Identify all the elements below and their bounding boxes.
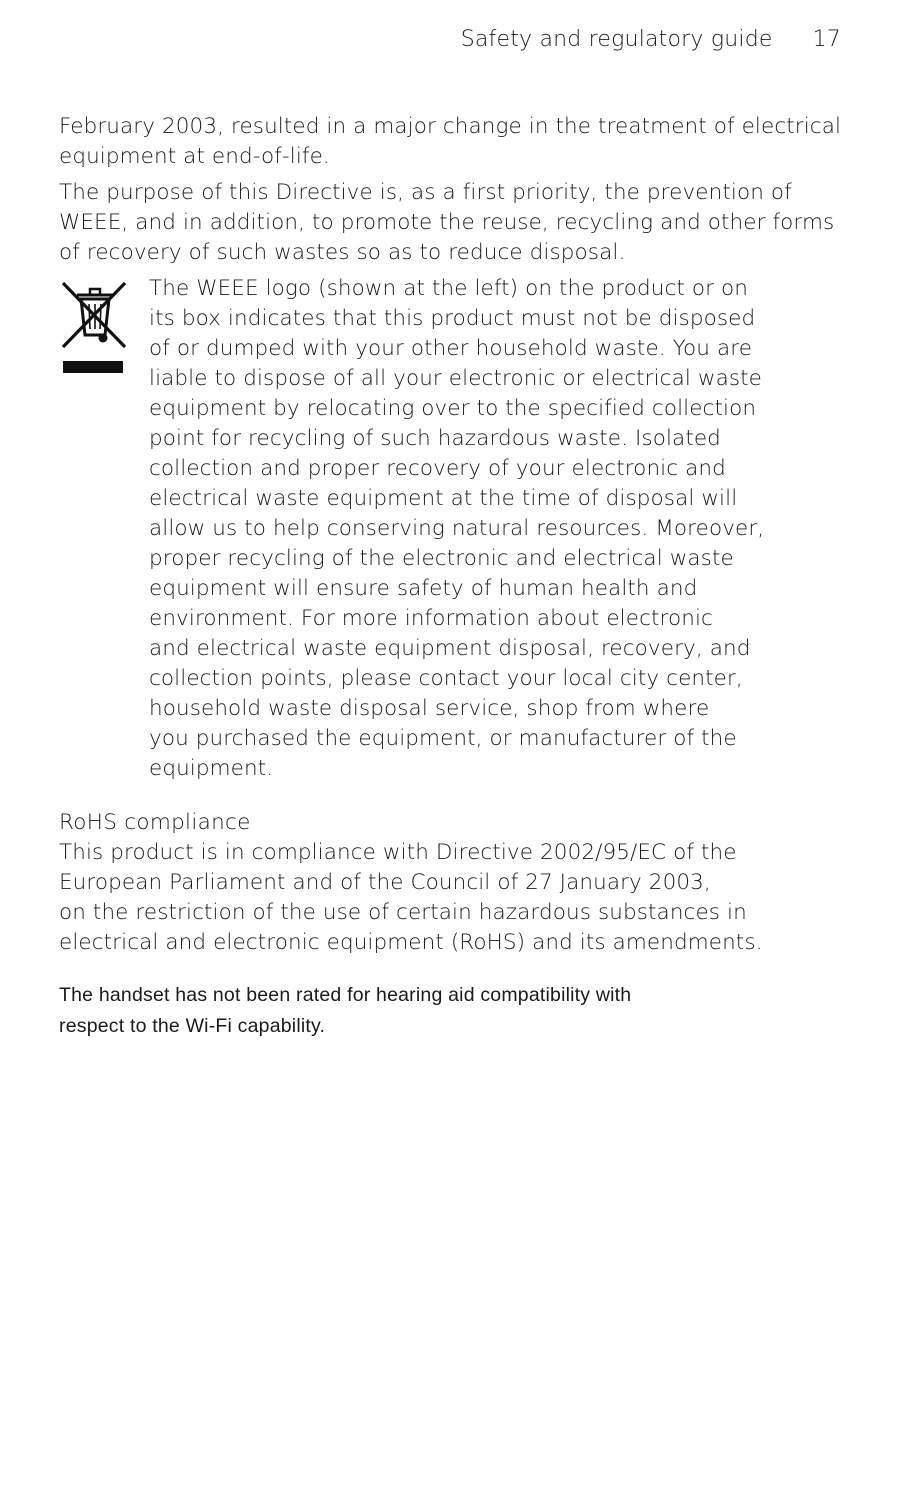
paragraph-directive-purpose: The purpose of this Directive is, as a first priority, the prevention of WEEE, and in addition, to promote the reuse, recycling and other forms of recovery of such wastes so as to reduce disposal. — [59, 180, 835, 265]
weee-section — [59, 274, 859, 784]
paragraph-directive-intro: February 2003, resulted in a major change in the treatment of electrical equipment at end-of-life. — [59, 114, 842, 169]
page-header — [461, 27, 841, 52]
weee-description: The WEEE logo (shown at the left) on the product or on its box indicates that this product must not be disposed of or dumped with your other household waste. You are liable to dispose of all your electronic or electrical waste equipment by relocating over to the specified collection point for recycling of such hazardous waste. Isolated collection and proper recovery of your electronic and electrical waste equipment at the time of disposal will allow us to help conserving natural resources. Moreover, proper recycling of the electronic and electrical waste equipment will ensure safety of human health and environment. For more information about electronic and electrical waste equipment disposal, recovery, and collection points, please contact your local city center, household waste disposal service, shop from where you purchased the equipment, or manufacturer of the equipment. — [149, 276, 765, 781]
rohs-body: This product is in compliance with Directive 2002/95/EC of the European Parliament and of the Council of 27 January 2003, on the restriction of the use of certain hazardous substances in electrical and electronic equipment (RoHS) and its amendments. — [59, 840, 763, 955]
rohs-heading: RoHS compliance — [59, 810, 251, 835]
hearing-aid-note: The handset has not been rated for hearing aid compatibility with respect to the Wi-Fi capability. — [59, 984, 632, 1037]
crossed-out-wheeled-bin-icon — [59, 274, 149, 784]
page-number: 17 — [812, 27, 841, 52]
page-header-title: Safety and regulatory guide — [460, 27, 773, 52]
page-content — [59, 112, 859, 1042]
